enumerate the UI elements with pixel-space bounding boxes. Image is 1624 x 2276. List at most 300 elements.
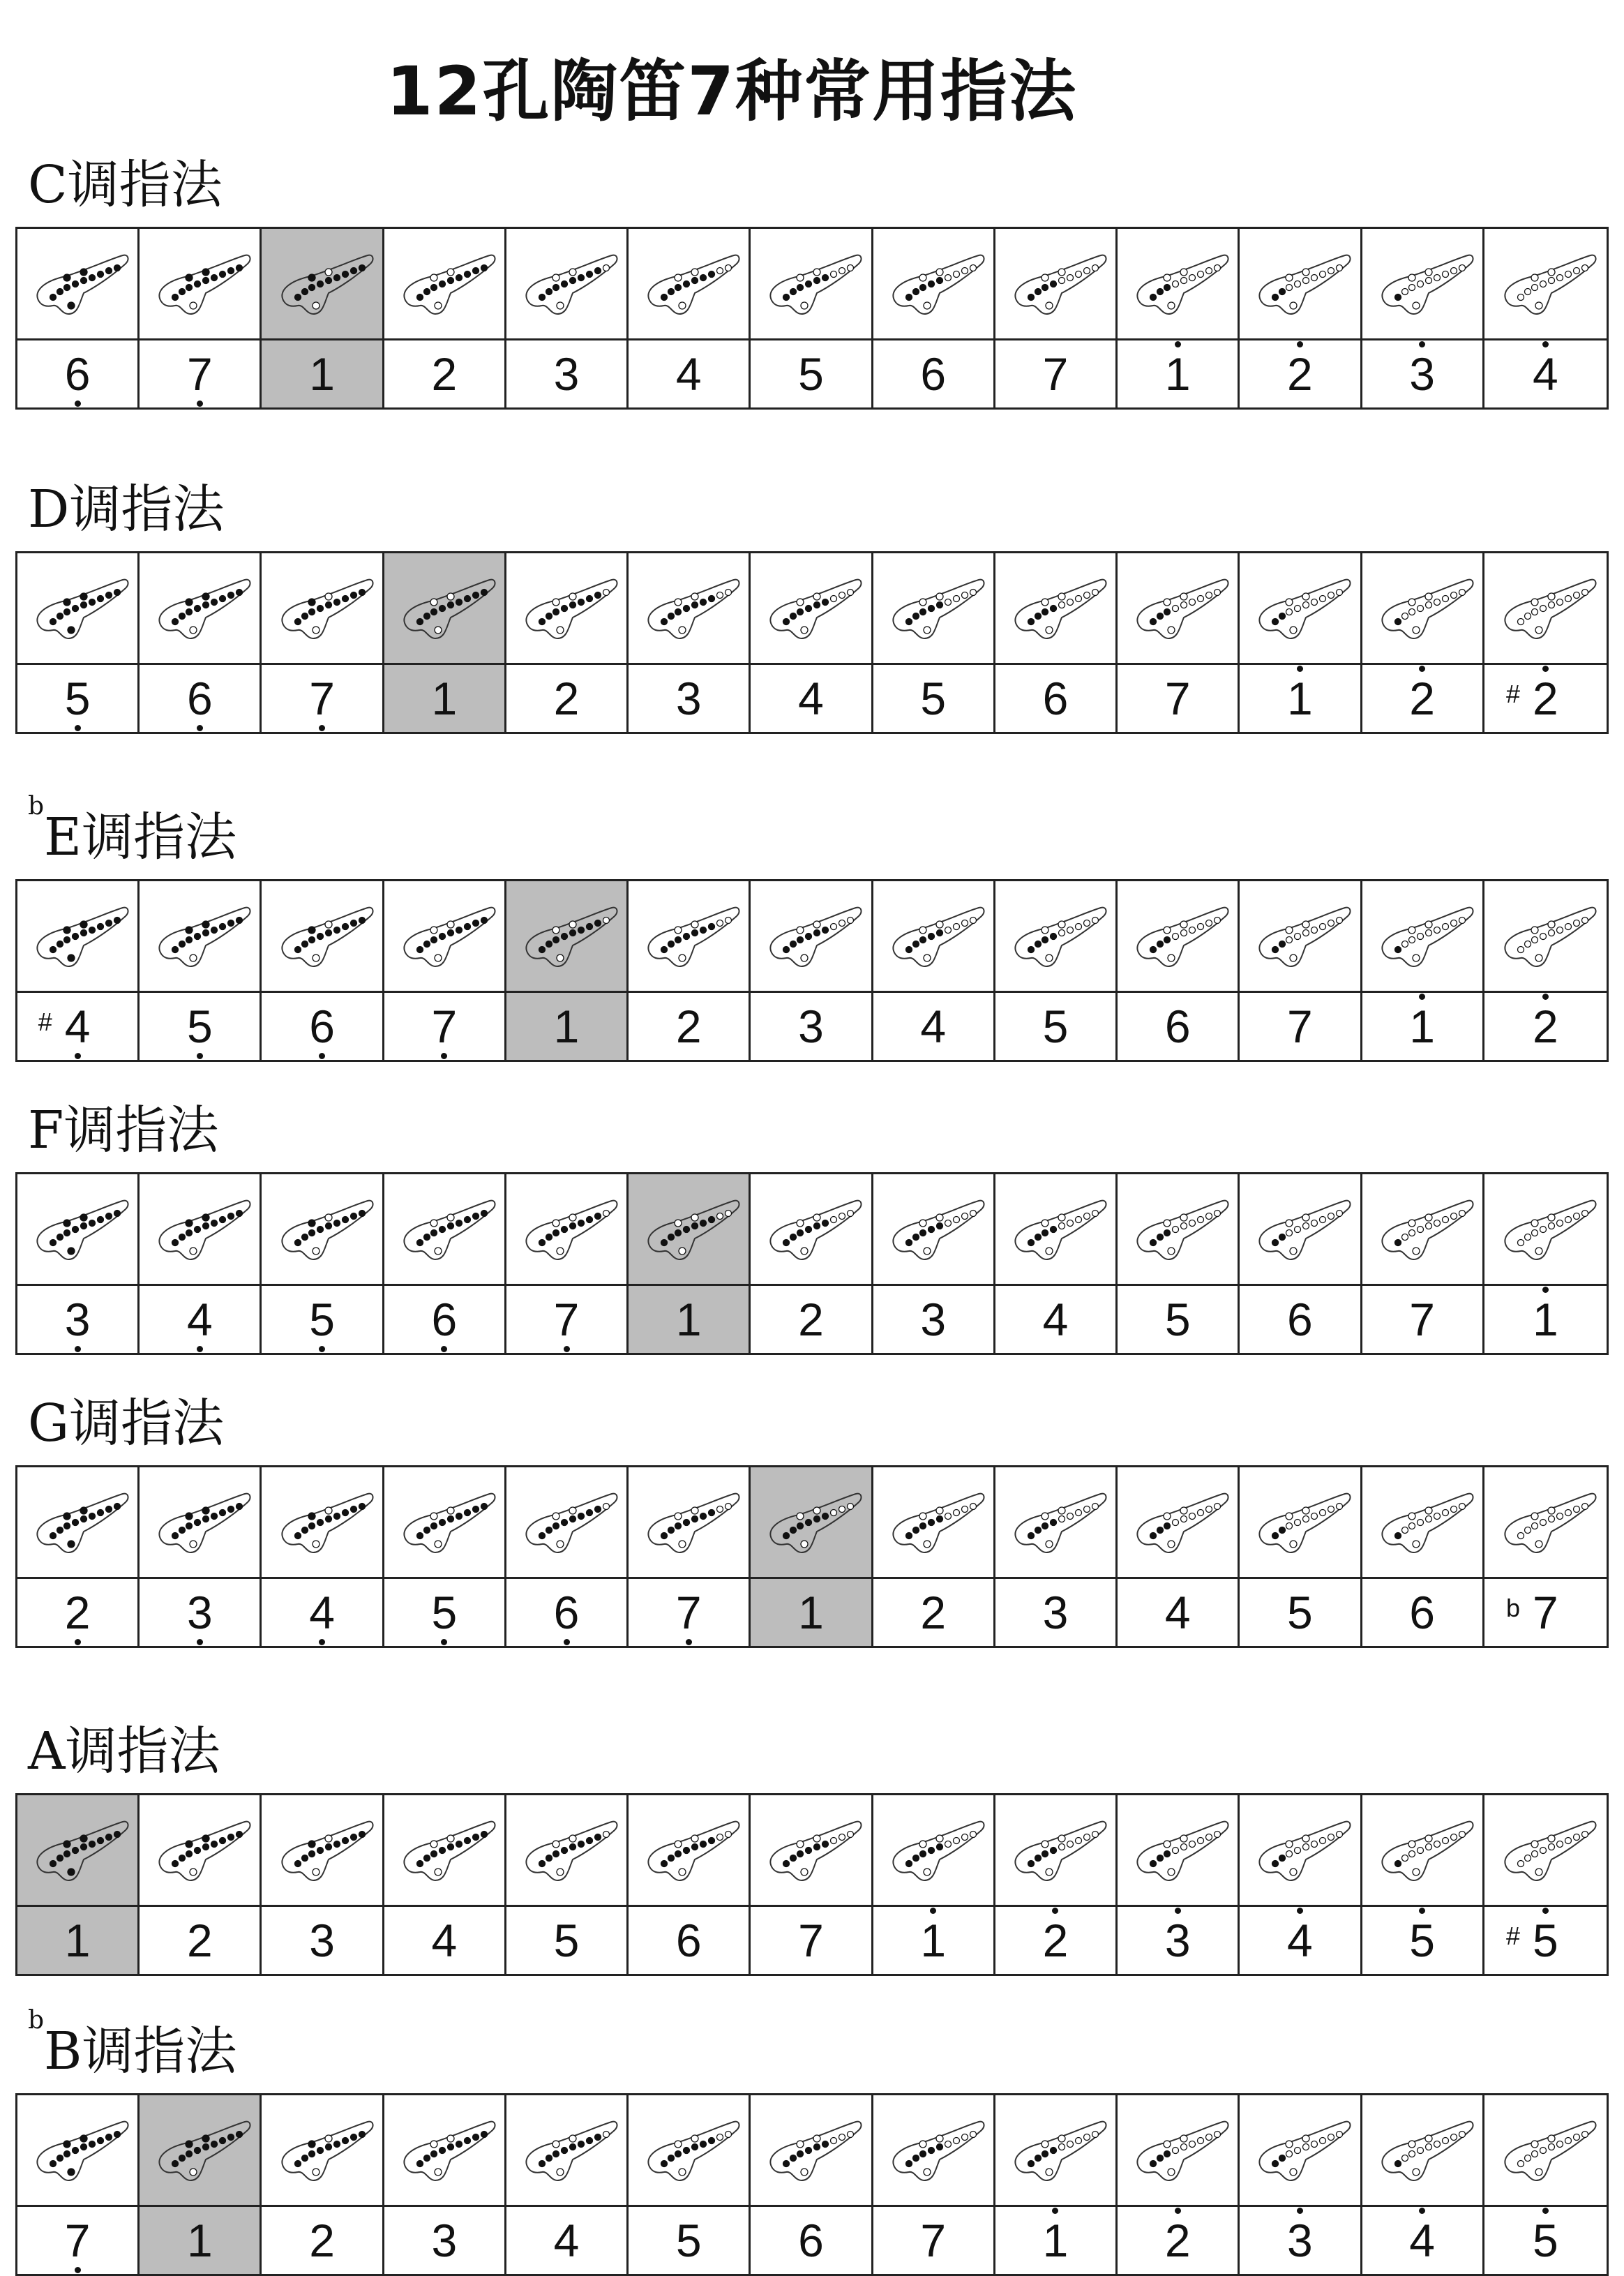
fingering-cell [751,881,873,993]
note-cell [751,1286,873,1353]
note-cell [1484,1286,1607,1353]
ocarina-icon [1003,1812,1108,1889]
ocarina-icon [1247,246,1352,322]
fingering-cell [1118,1174,1240,1286]
note-number: 4 [1042,1294,1069,1345]
note-number: 3 [798,1001,824,1052]
ocarina-icon [1493,570,1597,647]
note-number: 3 [1164,1915,1191,1966]
octave-down-dot [319,1053,325,1059]
fingering-cell [506,2095,629,2207]
octave-up-dot [1542,1908,1549,1914]
note-cell [506,2207,629,2274]
note-number: 4 [553,2215,580,2266]
fingering-cell [873,1467,995,1579]
note-cell [995,1286,1118,1353]
note-cell [995,340,1118,407]
octave-up-dot [1419,994,1425,1000]
note-cell [506,993,629,1060]
note-label [64,1294,91,1345]
fingering-cell [262,2095,384,2207]
key-title [28,2006,237,2086]
note-label [1164,1001,1191,1052]
octave-down-dot [319,725,325,731]
note-number: 6 [64,348,91,400]
note-cell [1362,1579,1484,1646]
fingering-cell [873,1174,995,1286]
note-label [1287,348,1313,400]
note-number: 2 [798,1294,824,1345]
ocarina-icon [1493,898,1597,975]
accidental-sign: # [1506,1922,1521,1950]
ocarina-icon [636,570,741,647]
note-cell [629,1907,751,1974]
note-label [186,1294,213,1345]
note-cell [506,1579,629,1646]
fingering-cell [629,1174,751,1286]
note-number: 5 [798,348,824,400]
ocarina-icon [1247,1812,1352,1889]
note-cell [1362,340,1484,407]
note-number: 7 [64,2215,91,2266]
key-title [28,474,224,544]
note-cell [17,2207,140,2274]
note-label [675,673,702,724]
note-cell [1240,665,1362,732]
note-number: 5 [1287,1587,1313,1638]
ocarina-icon [1125,1191,1230,1268]
octave-down-dot [441,1053,447,1059]
ocarina-icon [270,2112,375,2189]
fingering-cell [629,229,751,340]
note-label [1409,673,1435,724]
fingering-cell [17,1174,140,1286]
note-label [1533,1001,1558,1052]
note-label [431,673,458,724]
note-number: 2 [1533,673,1558,724]
fingering-cell [17,881,140,993]
note-cell [1118,1579,1240,1646]
ocarina-icon [1247,2112,1352,2189]
ocarina-icon [514,2112,619,2189]
note-label [64,673,91,724]
ocarina-icon [758,2112,863,2189]
fingering-cell [629,1795,751,1907]
fingering-cell [384,1795,506,1907]
fingering-cell [17,1467,140,1579]
note-label [798,348,824,400]
ocarina-icon [514,1812,619,1889]
ocarina-icon [514,1484,619,1561]
fingering-cell [140,881,262,993]
note-label [1506,1587,1558,1638]
ocarina-icon [1003,246,1108,322]
note-number: 6 [1287,1294,1313,1345]
note-number: 1 [1164,348,1191,400]
note-label [1287,1915,1313,1966]
note-cell [1484,1579,1607,1646]
note-number: 4 [186,1294,213,1345]
note-label [1042,1587,1069,1638]
note-cell [1484,2207,1607,2274]
octave-up-dot [1542,666,1549,672]
octave-down-dot [686,1639,692,1645]
note-number: 2 [1287,348,1313,400]
note-number: 4 [1164,1587,1191,1638]
fingering-cell [506,1174,629,1286]
note-number: 1 [309,348,335,400]
ocarina-icon [758,246,863,322]
note-label [675,1001,702,1052]
note-label [431,1294,458,1345]
note-cell [873,665,995,732]
key-letter: F [28,1100,64,1160]
note-cell [140,1579,262,1646]
note-number: 2 [64,1587,91,1638]
note-cell [140,1286,262,1353]
fingering-cell [1362,1467,1484,1579]
ocarina-icon [392,1191,497,1268]
note-number: 5 [1409,1915,1435,1966]
note-cell [629,1286,751,1353]
fingering-cell [1484,1795,1607,1907]
note-number: 6 [798,2215,824,2266]
octave-down-dot [75,1346,81,1352]
octave-down-dot [75,400,81,407]
note-label [1164,673,1191,724]
note-cell [384,1579,506,1646]
ocarina-icon [758,1191,863,1268]
note-cell [873,1286,995,1353]
note-cell [751,1907,873,1974]
note-number: 2 [1409,673,1435,724]
note-number: 2 [553,673,580,724]
note-cell [1362,993,1484,1060]
fingering-cell [1118,229,1240,340]
note-label [798,2215,824,2266]
note-number: 7 [431,1001,458,1052]
fingering-cell [1362,1795,1484,1907]
octave-up-dot [1175,2208,1181,2214]
fingering-cell [629,2095,751,2207]
note-cell [506,340,629,407]
note-number: 3 [64,1294,91,1345]
note-number: 5 [186,1001,213,1052]
note-label [920,1294,947,1345]
key-title [28,1095,218,1165]
octave-down-dot [75,1053,81,1059]
ocarina-icon [881,1484,986,1561]
note-number: 4 [309,1587,335,1638]
octave-up-dot [1297,2208,1303,2214]
note-cell [17,340,140,407]
fingering-cell [262,881,384,993]
octave-up-dot [1419,1908,1425,1914]
octave-down-dot [75,1639,81,1645]
ocarina-icon [270,1484,375,1561]
fingering-table [15,879,1609,1062]
note-label [553,348,580,400]
fingering-cell [262,1467,384,1579]
note-label [1409,1915,1435,1966]
ocarina-icon [147,1812,252,1889]
ocarina-icon [1370,246,1475,322]
fingering-cell [1484,1174,1607,1286]
fingering-cell [506,1795,629,1907]
note-cell [140,993,262,1060]
accidental-sign: # [38,1008,52,1036]
note-cell [140,2207,262,2274]
note-label [553,1001,580,1052]
key-suffix: 调指法 [69,1393,225,1453]
ocarina-icon [25,1484,130,1561]
note-label [920,348,947,400]
ocarina-icon [1125,570,1230,647]
key-letter: G [28,1393,70,1453]
note-number: 5 [553,1915,580,1966]
fingering-cell [1240,2095,1362,2207]
ocarina-icon [1493,1191,1597,1268]
fingering-cell [995,553,1118,665]
note-label [309,348,335,400]
octave-up-dot [1419,2208,1425,2214]
ocarina-icon [392,1484,497,1561]
fingering-cell [751,1795,873,1907]
note-label [1164,1587,1191,1638]
note-label [1164,2215,1191,2266]
fingering-cell [17,553,140,665]
ocarina-icon [270,570,375,647]
note-number: 7 [1409,1294,1435,1345]
note-number: 3 [920,1294,947,1345]
note-number: 6 [309,1001,335,1052]
flat-sign: b [28,792,45,821]
fingering-cell [17,229,140,340]
key-title [28,1716,220,1786]
note-label [1042,1001,1069,1052]
octave-up-dot [930,1908,936,1914]
note-label [1042,1294,1069,1345]
note-label [798,1001,824,1052]
note-label [309,1915,335,1966]
fingering-cell [506,229,629,340]
flat-sign: b [28,2006,45,2035]
note-label [64,1587,91,1638]
note-number: 2 [186,1915,213,1966]
fingering-cell [262,1174,384,1286]
note-cell [751,993,873,1060]
note-label [675,2215,702,2266]
fingering-table [15,1465,1609,1648]
ocarina-icon [881,1191,986,1268]
note-number: 1 [1533,1294,1558,1345]
ocarina-icon [147,570,252,647]
ocarina-icon [881,1812,986,1889]
fingering-cell [1118,881,1240,993]
note-number: 1 [1287,673,1313,724]
note-number: 7 [1042,348,1069,400]
fingering-cell [384,553,506,665]
fingering-cell [1118,1795,1240,1907]
note-cell [751,1579,873,1646]
note-cell [506,665,629,732]
note-number: 1 [64,1915,91,1966]
key-suffix: 调指法 [67,155,223,215]
note-cell [1240,2207,1362,2274]
note-number: 2 [1533,1001,1558,1052]
fingering-cell [629,553,751,665]
key-title [28,150,223,220]
note-number: 6 [1042,673,1069,724]
note-label [1042,673,1069,724]
ocarina-icon [881,570,986,647]
octave-down-dot [75,2267,81,2273]
note-label [1164,1915,1191,1966]
fingering-cell [995,2095,1118,2207]
note-cell [384,340,506,407]
note-label [1287,1294,1313,1345]
octave-down-dot [197,1053,203,1059]
octave-up-dot [1542,994,1549,1000]
octave-down-dot [197,1639,203,1645]
note-cell [995,1579,1118,1646]
fingering-cell [1362,553,1484,665]
fingering-cell [751,2095,873,2207]
fingering-cell [1240,553,1362,665]
octave-up-dot [1419,341,1425,347]
ocarina-icon [636,898,741,975]
fingering-cell [384,1174,506,1286]
ocarina-icon [1125,246,1230,322]
note-number: 5 [920,673,947,724]
key-suffix: 调指法 [65,1721,220,1781]
fingering-cell [17,1795,140,1907]
note-label [1042,1915,1069,1966]
note-number: 1 [1042,2215,1069,2266]
note-cell [629,340,751,407]
note-number: 6 [675,1915,702,1966]
note-cell [995,2207,1118,2274]
fingering-cell [384,881,506,993]
fingering-cell [262,553,384,665]
ocarina-icon [25,1812,130,1889]
fingering-cell [140,1174,262,1286]
note-cell [1118,1286,1240,1353]
note-cell [262,340,384,407]
fingering-cell [17,2095,140,2207]
note-label [1287,1001,1313,1052]
note-number: 2 [675,1001,702,1052]
ocarina-icon [25,246,130,322]
fingering-cell [506,1467,629,1579]
ocarina-icon [881,898,986,975]
octave-up-dot [1542,2208,1549,2214]
note-label [553,1294,580,1345]
octave-down-dot [564,1639,570,1645]
note-label [1287,1587,1313,1638]
fingering-cell [995,1174,1118,1286]
note-number: 5 [431,1587,458,1638]
page-title: 12孔陶笛7种常用指法 [386,52,1078,130]
fingering-cell [1240,1174,1362,1286]
note-label [798,1294,824,1345]
note-cell [629,2207,751,2274]
ocarina-icon [1125,1484,1230,1561]
note-cell [995,665,1118,732]
fingering-cell [1362,881,1484,993]
ocarina-icon [514,898,619,975]
fingering-cell [1484,229,1607,340]
fingering-cell [995,1795,1118,1907]
note-number: 4 [798,673,824,724]
note-cell [1240,1579,1362,1646]
note-number: 7 [675,1587,702,1638]
note-number: 5 [309,1294,335,1345]
note-label [1409,1001,1435,1052]
note-label [64,2215,91,2266]
note-number: 1 [1409,1001,1435,1052]
note-label [431,1001,458,1052]
fingering-cell [506,881,629,993]
ocarina-icon [1493,2112,1597,2189]
ocarina-icon [758,1484,863,1561]
fingering-cell [384,229,506,340]
note-number: 2 [1164,2215,1191,2266]
ocarina-icon [1370,898,1475,975]
note-number: 5 [1042,1001,1069,1052]
octave-up-dot [1419,666,1425,672]
ocarina-icon [147,1191,252,1268]
ocarina-icon [147,2112,252,2189]
note-number: 1 [553,1001,580,1052]
octave-up-dot [1297,666,1303,672]
note-label [431,1915,458,1966]
note-number: 7 [1533,1587,1558,1638]
note-label [431,1587,458,1638]
ocarina-icon [270,246,375,322]
note-cell [262,2207,384,2274]
note-cell [1362,2207,1484,2274]
ocarina-icon [514,1191,619,1268]
note-cell [629,665,751,732]
note-cell [995,993,1118,1060]
note-number: 5 [1533,2215,1558,2266]
note-label [675,1587,702,1638]
note-cell [751,665,873,732]
note-number: 5 [675,2215,702,2266]
fingering-cell [629,1467,751,1579]
note-cell [140,1907,262,1974]
note-label [920,1001,947,1052]
note-label [920,673,947,724]
note-number: 7 [309,673,335,724]
note-number: 7 [553,1294,580,1345]
note-number: 4 [64,1001,91,1052]
fingering-cell [995,881,1118,993]
note-label [309,2215,335,2266]
octave-down-dot [75,725,81,731]
fingering-cell [629,881,751,993]
fingering-cell [262,1795,384,1907]
accidental-sign: # [1506,680,1521,708]
note-number: 6 [1409,1587,1435,1638]
fingering-cell [262,229,384,340]
note-label [675,348,702,400]
ocarina-icon [1003,1484,1108,1561]
fingering-cell [506,553,629,665]
ocarina-icon [1370,2112,1475,2189]
note-label [1533,2215,1558,2266]
